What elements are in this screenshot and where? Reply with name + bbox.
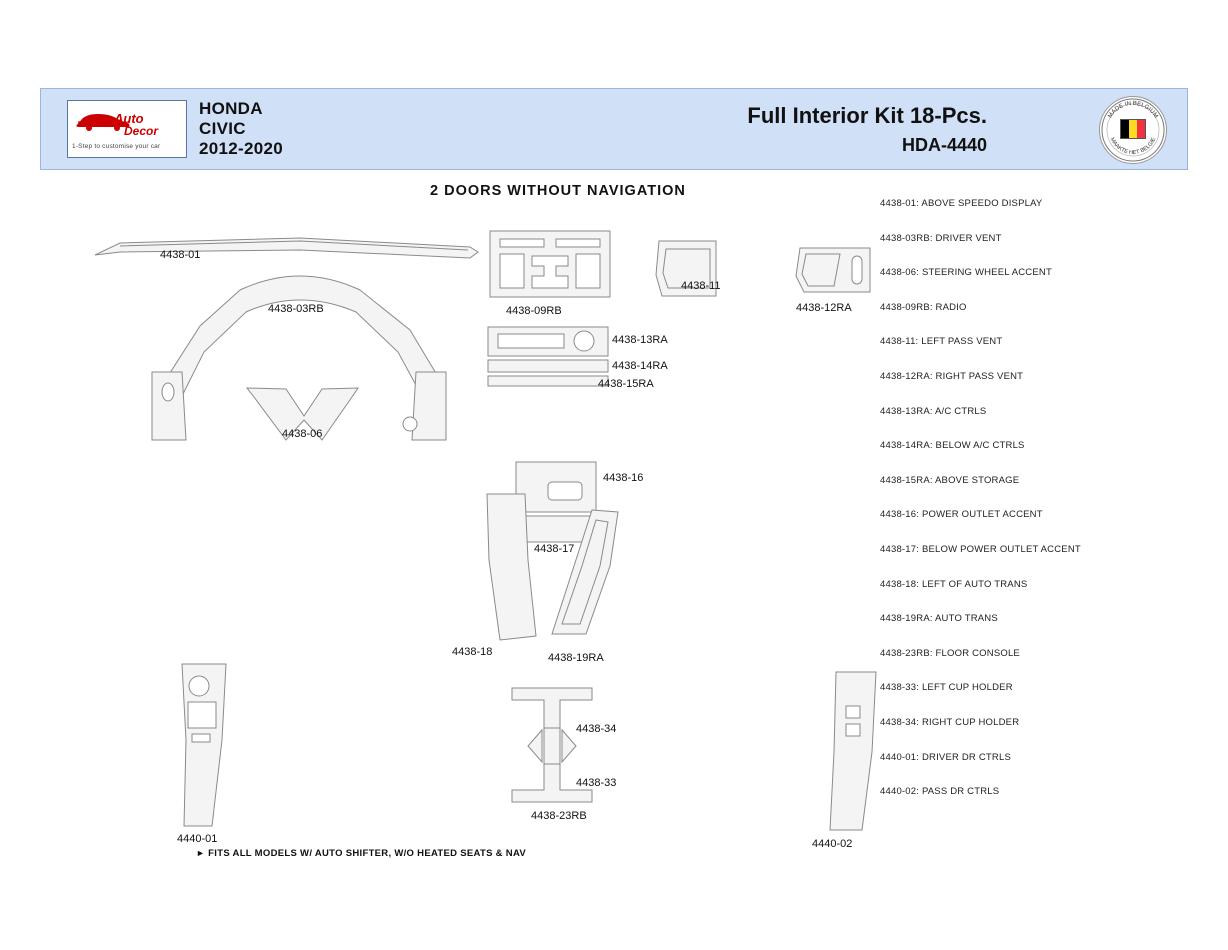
fitment-footnote: [196, 848, 526, 859]
part-label: 4438-17: [534, 543, 575, 555]
part-label: 4438-01: [160, 249, 201, 261]
part-shape-4440-01: [182, 664, 226, 826]
part-label: 4438-23RB: [531, 810, 587, 822]
part-shape-4440-02: [830, 672, 876, 830]
part-label: 4440-01: [177, 833, 218, 845]
part-label: 4438-18: [452, 646, 493, 658]
part-label: 4438-11: [681, 280, 721, 292]
fitment-footnote-text: FITS ALL MODELS W/ AUTO SHIFTER, W/O HEATED SEATS & NAV: [208, 848, 527, 859]
legend-item: 4438-11: LEFT PASS VENT: [880, 336, 1003, 348]
part-label: 4438-16: [603, 472, 644, 484]
legend-item: 4438-01: ABOVE SPEEDO DISPLAY: [880, 198, 1043, 209]
part-label: 4438-14RA: [612, 360, 668, 372]
legend-item: 4438-14RA: BELOW A/C CTRLS: [880, 440, 1025, 452]
part-label: 4440-02: [812, 838, 853, 850]
legend-item: 4438-17: BELOW POWER OUTLET ACCENT: [880, 543, 1081, 555]
legend-item: 4438-34: RIGHT CUP HOLDER: [880, 716, 1020, 728]
svg-text:MADE IN BELGIUM: MADE IN BELGIUM: [1107, 100, 1159, 120]
part-label: 4438-03RB: [268, 303, 324, 315]
legend-item: 4438-12RA: RIGHT PASS VENT: [880, 370, 1024, 382]
legend-item: 4438-23RB: FLOOR CONSOLE: [880, 647, 1020, 659]
part-label: 4438-19RA: [548, 652, 604, 664]
kit-code: HDA-4440: [901, 135, 987, 155]
legend-item: 4438-03RB: DRIVER VENT: [880, 232, 1002, 244]
arrow-icon: ►: [196, 848, 206, 858]
legend-item: 4438-09RB: RADIO: [880, 301, 967, 313]
legend-item: 4438-15RA: ABOVE STORAGE: [880, 474, 1020, 486]
part-label: 4438-33: [576, 777, 617, 789]
part-shape-4438-09RB: [490, 231, 610, 297]
legend-item: 4438-06: STEERING WHEEL ACCENT: [880, 267, 1052, 279]
part-shape-4438-16: [516, 462, 596, 512]
legend-item: 4438-19RA: AUTO TRANS: [880, 613, 998, 625]
part-label: 4438-13RA: [612, 334, 668, 346]
part-label: 4438-06: [282, 428, 323, 440]
legend-list: [880, 198, 1180, 821]
legend-item: 4440-02: PASS DR CTRLS: [880, 786, 1000, 798]
legend-item: 4440-01: DRIVER DR CTRLS: [880, 751, 1011, 763]
part-label: 4438-34: [576, 723, 617, 735]
svg-text:MAAKTE HET BELGIE: MAAKTE HET BELGIE: [1108, 136, 1158, 157]
part-label: 4438-15RA: [598, 378, 654, 390]
vehicle-make: HONDA: [199, 99, 263, 118]
kit-title: Full Interior Kit 18-Pcs.: [747, 103, 987, 128]
part-shape-4438-13RA: [488, 327, 608, 356]
logo-text-decor: Decor: [124, 124, 159, 138]
part-label: 4438-12RA: [796, 302, 852, 314]
section-title: 2 DOORS WITHOUT NAVIGATION: [430, 183, 686, 199]
part-shape-4438-01: [95, 238, 478, 258]
part-shape-4438-14RA: [488, 360, 608, 372]
part-shape-4438-34: [562, 730, 576, 762]
part-label: 4438-09RB: [506, 305, 562, 317]
logo-tagline: 1-Step to customise your car: [72, 143, 161, 150]
vehicle-years: 2012-2020: [199, 139, 283, 158]
part-shape-4438-15RA: [488, 376, 608, 386]
part-shape-4438-12RA: [796, 248, 870, 292]
legend-item: 4438-13RA: A/C CTRLS: [880, 405, 987, 417]
part-shape-4438-33: [528, 730, 542, 762]
legend-item: 4438-16: POWER OUTLET ACCENT: [880, 509, 1043, 521]
logo-text-auto: Auto: [114, 111, 144, 126]
vehicle-model: CIVIC: [199, 119, 246, 138]
legend-item: 4438-33: LEFT CUP HOLDER: [880, 682, 1013, 694]
legend-item: 4438-18: LEFT OF AUTO TRANS: [880, 578, 1028, 590]
